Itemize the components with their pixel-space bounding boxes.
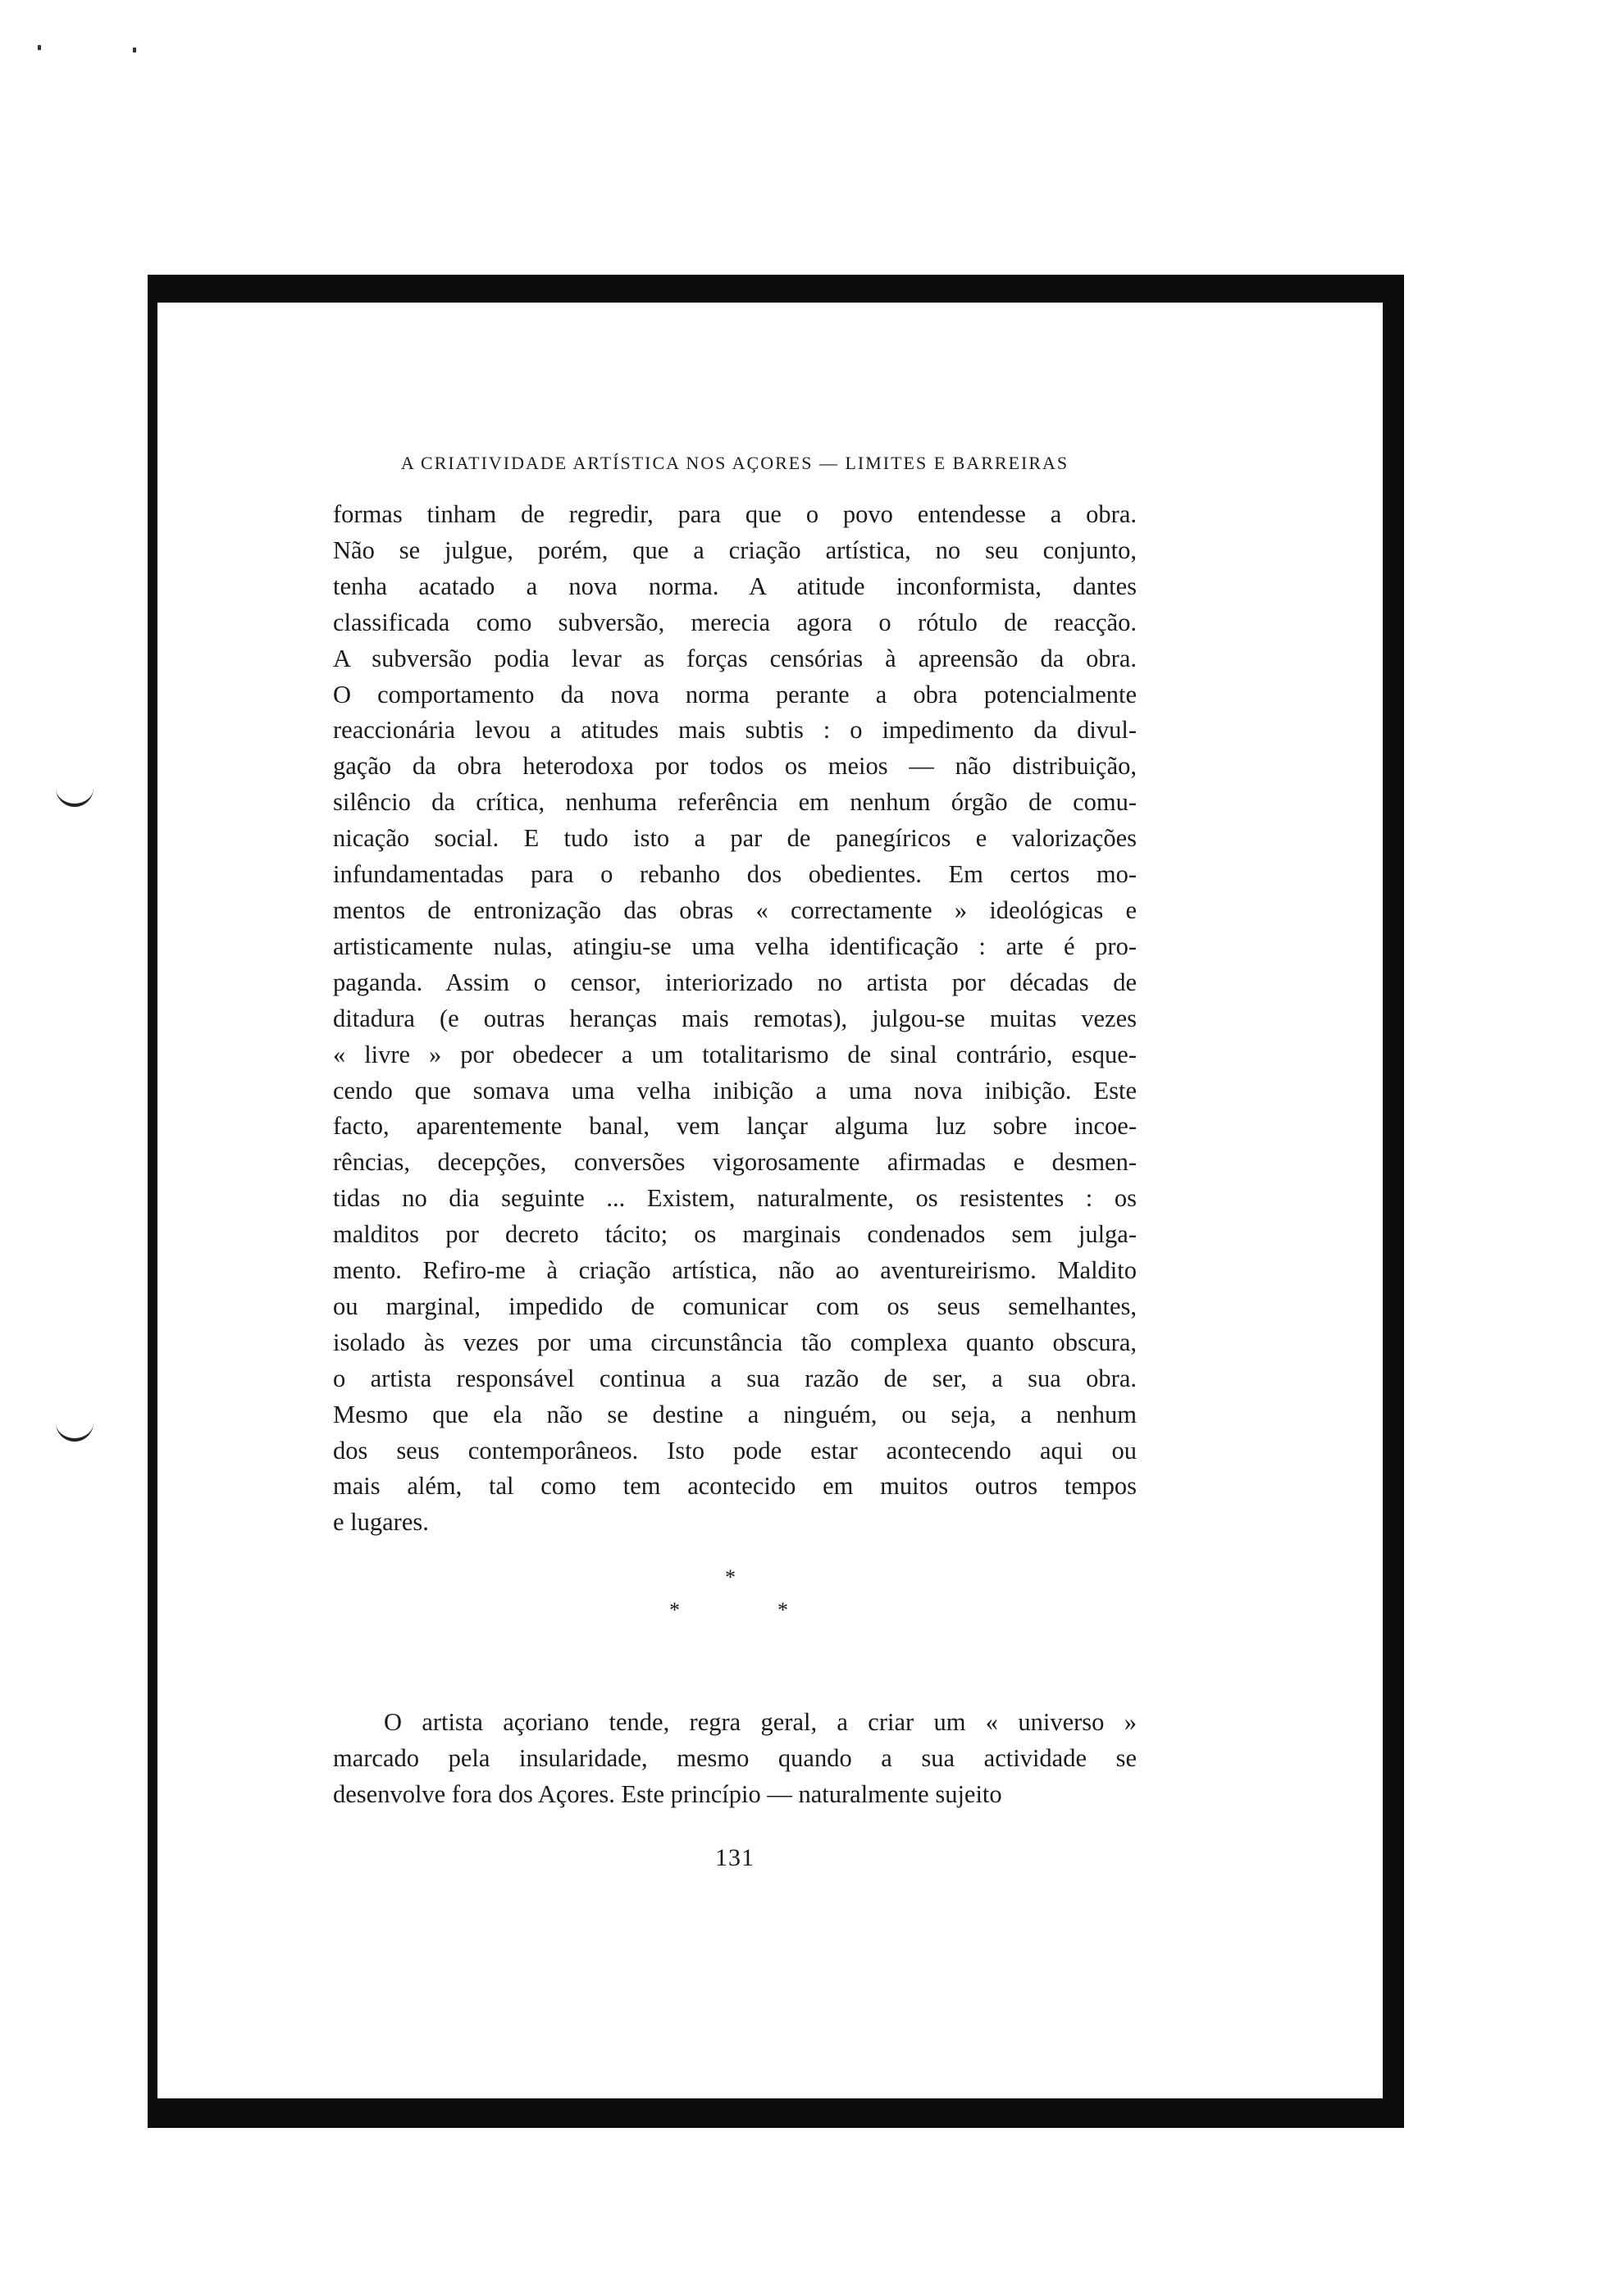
text-line: Mesmo que ela não se destine a ninguém, ou seja, a nenhum (333, 1400, 1137, 1428)
running-head: A CRIATIVIDADE ARTÍSTICA NOS AÇORES — LIMITES E BARREIRAS (400, 453, 1069, 473)
text-line: paganda. Assim o censor, interiorizado no artista por décadas de (333, 968, 1137, 996)
text-line: O comportamento da nova norma perante a obra potencialmente (333, 680, 1137, 708)
text-line: silêncio da crítica, nenhuma referência em nenhum órgão de comu- (333, 788, 1137, 817)
text-line: classificada como subversão, merecia agora o rótulo de reacção. (333, 608, 1137, 636)
text-line: « livre » por obedecer a um totalitarismo de sinal contrário, esque- (333, 1040, 1137, 1068)
text-line: dos seus contemporâneos. Isto pode estar acontecendo aqui ou (333, 1436, 1137, 1465)
text-line: rências, decepções, conversões vigorosamente afirmadas e desmen- (333, 1148, 1137, 1177)
text-line: tidas no dia seguinte ... Existem, naturalmente, os resistentes : os (333, 1184, 1137, 1213)
scan-artifact-mark (56, 1420, 93, 1442)
scan-artifact-speck (38, 45, 41, 50)
text-line: ditadura (e outras heranças mais remotas), julgou-se muitas vezes (333, 1004, 1137, 1032)
paragraph-2 (333, 1705, 1137, 1813)
text-line: mais além, tal como tem acontecido em muitos outros tempos (333, 1472, 1137, 1501)
asterism-star: * (777, 1598, 788, 1623)
text-line: e lugares. (333, 1508, 429, 1537)
paragraph-1 (333, 497, 1137, 1541)
text-line: formas tinham de regredir, para que o povo entendesse a obra. (333, 500, 1137, 528)
text-line: Não se julgue, porém, que a criação artística, no seu conjunto, (333, 535, 1137, 564)
text-line: artisticamente nulas, atingiu-se uma velha identificação : arte é pro- (333, 932, 1137, 960)
text-line: A subversão podia levar as forças censórias à apreensão da obra. (333, 644, 1137, 672)
text-line: infundamentadas para o rebanho dos obedientes. Em certos mo- (333, 860, 1137, 889)
section-asterism (333, 1565, 1137, 1656)
scan-artifact-mark (56, 786, 93, 807)
book-page (333, 453, 1137, 1872)
text-line: mento. Refiro-me à criação artística, não ao aventureirismo. Maldito (333, 1256, 1137, 1285)
text-line: tenha acatado a nova norma. A atitude inconformista, dantes (333, 572, 1137, 600)
asterism-star: * (725, 1565, 736, 1590)
text-line: ou marginal, impedido de comunicar com os seus semelhantes, (333, 1292, 1137, 1320)
text-line: O artista açoriano tende, regra geral, a criar um « universo » (384, 1708, 1137, 1737)
text-line: isolado às vezes por uma circunstância tão complexa quanto obscura, (333, 1328, 1137, 1356)
text-line: facto, aparentemente banal, vem lançar alguma luz sobre incoe- (333, 1112, 1137, 1141)
text-line: marcado pela insularidade, mesmo quando a sua actividade se (333, 1744, 1137, 1773)
text-line: nicação social. E tudo isto a par de panegíricos e valorizações (333, 824, 1137, 853)
text-line: reaccionária levou a atitudes mais subtis : o impedimento da divul- (333, 716, 1137, 745)
text-line: malditos por decreto tácito; os marginais condenados sem julga- (333, 1220, 1137, 1249)
text-line: desenvolve fora dos Açores. Este princípio — naturalmente sujeito (333, 1780, 1002, 1809)
scan-artifact-speck (133, 48, 136, 52)
text-line: mentos de entronização das obras « correctamente » ideológicas e (333, 895, 1137, 924)
text-line: gação da obra heterodoxa por todos os meios — não distribuição, (333, 752, 1137, 781)
text-line: cendo que somava uma velha inibição a uma nova inibição. Este (333, 1076, 1137, 1105)
text-line: o artista responsável continua a sua razão de ser, a sua obra. (333, 1364, 1137, 1392)
asterism-star: * (669, 1598, 680, 1623)
page-number: 131 (715, 1844, 755, 1871)
